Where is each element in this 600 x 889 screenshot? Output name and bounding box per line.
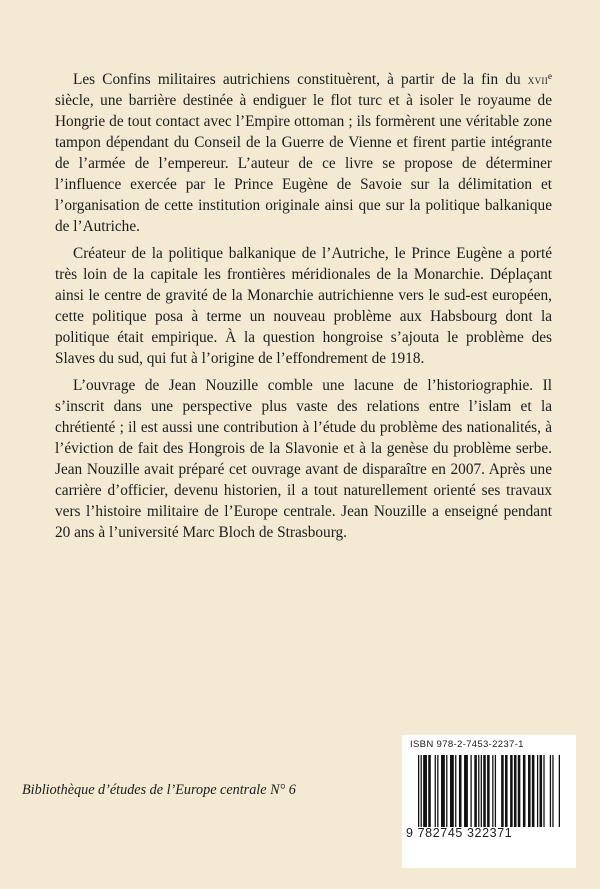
barcode-bar bbox=[435, 755, 436, 827]
barcode-bar bbox=[550, 755, 551, 827]
barcode-bar bbox=[540, 755, 543, 827]
paragraph-1 bbox=[55, 66, 552, 237]
barcode-bar bbox=[492, 755, 493, 827]
blurb-text bbox=[55, 66, 552, 543]
barcode-bar bbox=[418, 755, 419, 827]
barcode-bar bbox=[421, 755, 422, 827]
barcode-bar bbox=[459, 755, 462, 827]
barcode-bar bbox=[455, 755, 456, 827]
barcode-bar bbox=[505, 755, 508, 827]
barcode-bar bbox=[464, 755, 468, 827]
barcode-bar bbox=[423, 755, 427, 827]
barcode-image bbox=[418, 755, 560, 827]
isbn-label: ISBN 978-2-7453-2237-1 bbox=[410, 739, 524, 750]
barcode-bar bbox=[537, 755, 538, 827]
barcode-bar bbox=[552, 755, 553, 827]
barcode-bar bbox=[495, 755, 496, 827]
barcode-bar bbox=[532, 755, 535, 827]
barcode-digits: 9 782745 322371 bbox=[406, 826, 513, 840]
barcode-bar bbox=[481, 755, 482, 827]
paragraph-3: L’ouvrage de Jean Nouzille comble une lacune de l’historiographie. Il s’inscrit dans une perspective plus vaste des relations entre l’islam et la chrétienté ; il est aussi une contribution à l’étude du problème des nationalités, à l’éviction de fait des Hongrois de la Slavonie et à la genèse du problème serbe. Jean Nouzille avait préparé cet ouvrage avant de disparaître en 2007. Après une carrière d’officier, devenu historien, il a tout naturellement orienté ses travaux vers l’histoire militaire de l’Europe centrale. Jean Nouzille a enseigné pendant 20 ans à l’université Marc Bloch de Strasbourg. bbox=[55, 377, 552, 541]
paragraph-1-start: Les Confins militaires autrichiens constituèrent, à partir de la fin du bbox=[73, 71, 528, 88]
barcode-bar bbox=[470, 755, 471, 827]
century-numeral: xvii bbox=[527, 72, 548, 87]
barcode-bar bbox=[487, 755, 490, 827]
barcode-bar bbox=[437, 755, 438, 827]
barcode-bar bbox=[474, 755, 477, 827]
paragraph-2: Créateur de la politique balkanique de l’Autriche, le Prince Eugène a porté très loin de la capitale les frontières méridionales de la Monarchie. Déplaçant ainsi le centre de gravité de la Monarchie autrichienne vers le sud-est européen, cette politique posa à terme un nouveau problème aux Habsbourg dont la politique était empirique. À la question hongroise s’ajouta le problème des Slaves du sud, qui fut à l’origine de l’effondrement de 1918. bbox=[55, 245, 552, 367]
barcode-bar bbox=[483, 755, 486, 827]
barcode-bar bbox=[518, 755, 521, 827]
century-superscript: e bbox=[548, 71, 552, 81]
paragraph-1-end: siècle, une barrière destinée à endiguer le flot turc et à isoler le royaume de Hongrie de tout contact avec l’Empire ottoman ; ils formèrent une véritable zone tampon dépendant du Conseil de la Guerre de Vienne et firent partie intégrante de l’armée de l’empereur. L’auteur de ce livre se propose de déterminer l’influence exercée par le Prince Eugène de Savoie sur la délimitation et l’organisation de cette institution originale ainsi que sur la politique balkanique de l’Autriche. bbox=[55, 92, 552, 235]
barcode-bar bbox=[450, 755, 454, 827]
barcode-bar bbox=[514, 755, 517, 827]
barcode-bar bbox=[559, 755, 560, 827]
barcode-bar bbox=[510, 755, 513, 827]
series-title: Bibliothèque d’études de l’Europe centrale N° 6 bbox=[22, 782, 296, 798]
barcode-bar bbox=[523, 755, 526, 827]
barcode-bar bbox=[528, 755, 531, 827]
barcode-bar bbox=[501, 755, 504, 827]
barcode-bar bbox=[543, 755, 544, 827]
barcode-bar bbox=[446, 755, 447, 827]
barcode-bar bbox=[441, 755, 445, 827]
barcode-block bbox=[402, 735, 576, 868]
barcode-bar bbox=[428, 755, 431, 827]
barcode-bar bbox=[478, 755, 479, 827]
